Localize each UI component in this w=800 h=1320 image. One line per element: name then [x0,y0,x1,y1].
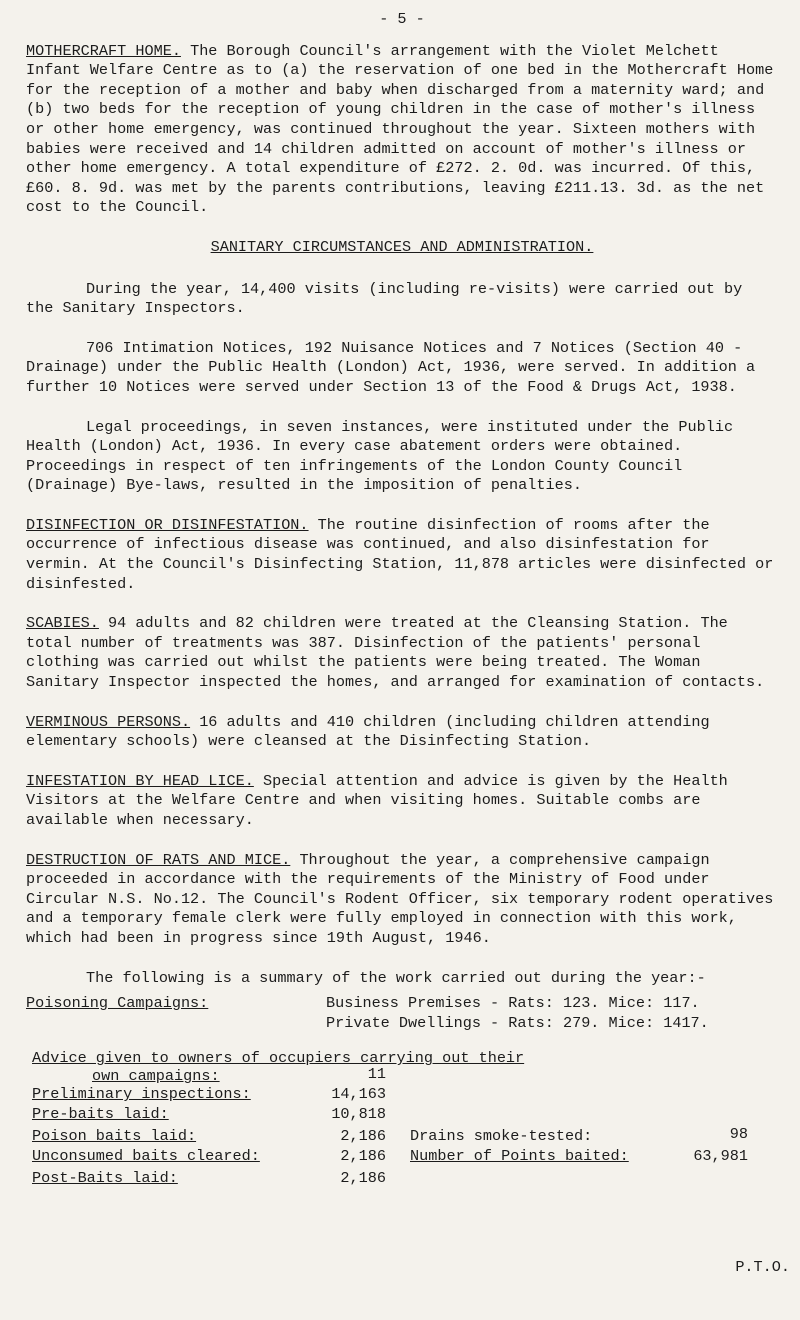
lice-text: Special attention and advice is given by the Health Visitors at the Welfare Centre and when visiting homes. Suitable combs are available when necessary. [26,771,728,829]
poison-value: 2,186 [340,1127,386,1146]
mothercraft-paragraph [26,42,778,218]
poisoning-label-cell [26,994,326,1033]
document-page [26,10,778,1217]
verminous-paragraph [26,713,778,752]
rats-heading: DESTRUCTION OF RATS AND MICE. [26,850,291,869]
rodent-summary [26,1049,778,1217]
sanitary-legal-paragraph: Legal proceedings, in seven instances, were instituted under the Public Health (London) Act, 1936. In every case abatement orders were obtained. Proceedings in respect of ten infringements of the London County Council (Drainage) Bye-laws, resulted in the imposition of penalties. [26,417,734,495]
disinfection-heading: DISINFECTION OR DISINFESTATION. [26,515,309,534]
prebaits-label: Pre-baits laid: [32,1105,169,1124]
poison-label: Poison baits laid: [32,1127,197,1146]
verminous-heading: VERMINOUS PERSONS. [26,712,191,731]
sanitary-notices-paragraph: 706 Intimation Notices, 192 Nuisance Notices and 7 Notices (Section 40 - Drainage) under the Public Health (London) Act, 1936, were served. In addition a further 10 Notices were served under Section 13 of the Food & Drugs Act, 1938. [26,338,756,396]
advice-label-cont: own campaigns: [92,1067,220,1086]
scabies-heading: SCABIES. [26,614,99,633]
drains-label: Drains smoke-tested: [410,1127,593,1146]
poisoning-business: Business Premises - Rats: 123. Mice: 117. [326,994,700,1013]
lice-heading: INFESTATION BY HEAD LICE. [26,771,254,790]
poisoning-values [326,994,709,1033]
advice-value: 11 [367,1065,386,1084]
drains-value: 98 [729,1125,748,1144]
advice-label: Advice given to owners of occupiers carrying out their [32,1049,525,1068]
scabies-paragraph [26,614,778,692]
preliminary-value: 14,163 [331,1085,386,1104]
postbaits-label: Post-Baits laid: [32,1169,178,1188]
preliminary-label: Preliminary inspections: [32,1085,251,1104]
verminous-text: 16 adults and 410 children (including children attending elementary schools) were cleansed at the Disinfecting Station. [26,712,710,751]
poisoning-private: Private Dwellings - Rats: 279. Mice: 1417. [326,1013,709,1032]
sanitary-visits-paragraph: During the year, 14,400 visits (including re-visits) were carried out by the Sanitary Inspectors. [26,279,743,318]
postbaits-value: 2,186 [340,1169,386,1188]
unconsumed-value: 2,186 [340,1147,386,1166]
page-number: - 5 - [379,10,425,28]
prebaits-value: 10,818 [331,1105,386,1124]
summary-intro: The following is a summary of the work carried out during the year:- [86,968,706,987]
mothercraft-heading: MOTHERCRAFT HOME. [26,41,181,60]
rats-text: Throughout the year, a comprehensive campaign proceeded in accordance with the requirements of the Ministry of Food under Circular N.S. No.12. The Council's Rodent Officer, six temporary rodent operatives and a temporary female clerk were fully employed in connection with this work, which had been in progress since 19th August, 1946. [26,850,774,947]
disinfection-paragraph [26,516,778,594]
mothercraft-text: The Borough Council's arrangement with the Violet Melchett Infant Welfare Centre as to (a) the reservation of one bed in the Mothercraft Home for the reception of a mother and baby when discharged from a maternity ward; and (b) two beds for the reception of young children in the case of mother's illness or other home emergency, was continued throughout the year. Sixteen mothers with babies were received and 14 children admitted on account of mother's illness or other home emergency. A total expenditure of £272. 2. 0d. was incurred. Of this, £60. 8. 9d. was met by the parents contributions, leaving £211.13. 3d. as the net cost to the Council. [26,41,774,217]
lice-paragraph [26,772,778,831]
poisoning-label: Poisoning Campaigns: [26,994,209,1013]
scabies-text: 94 adults and 82 children were treated at the Cleansing Station. The total number of treatments was 387. Disinfection of the patients' personal clothing was carried out whilst the patients were being treated. The Woman Sanitary Inspector inspected the homes, and arranged for examination of contacts. [26,614,765,692]
pto-marker: P.T.O. [735,1258,790,1276]
points-value: 63,981 [693,1147,748,1166]
points-label: Number of Points baited: [410,1147,629,1166]
rats-paragraph [26,851,778,949]
unconsumed-label: Unconsumed baits cleared: [32,1147,260,1166]
sanitary-heading: SANITARY CIRCUMSTANCES AND ADMINISTRATION. [210,237,594,256]
poisoning-campaigns [26,994,778,1033]
disinfection-text: The routine disinfection of rooms after the occurrence of infectious disease was continued, and also disinfestation for vermin. At the Council's Disinfecting Station, 11,878 articles were disinfected or disinfested. [26,515,774,593]
